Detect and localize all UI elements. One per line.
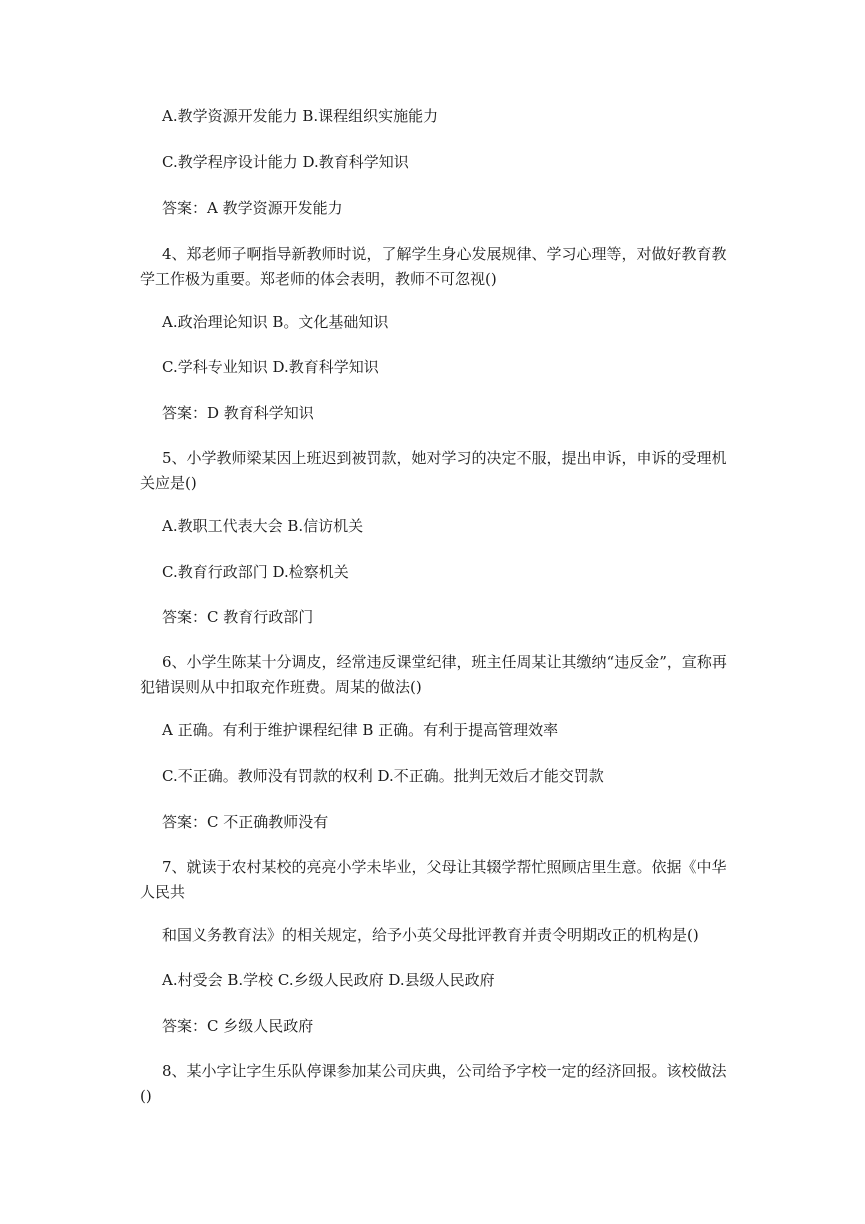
question-8: 8、某小字让字生乐队停课参加某公司庆典，公司给予字校一定的经济回报。该校做法() bbox=[140, 1062, 727, 1105]
question-4: 4、郑老师子啊指导新教师时说，了解学生身心发展规律、学习心理等，对做好教育教学工作极为重要。郑老师的体会表明，教师不可忽视() bbox=[140, 245, 727, 288]
option-line: A.政治理论知识 B。文化基础知识 bbox=[162, 313, 389, 331]
option-line: C.不正确。教师没有罚款的权利 D.不正确。批判无效后才能交罚款 bbox=[162, 767, 604, 785]
option-line: A 正确。有利于维护课程纪律 B 正确。有利于提高管理效率 bbox=[162, 721, 559, 739]
answer-line: 答案：C 不正确教师没有 bbox=[162, 813, 329, 831]
answer-line: 答案：C 教育行政部门 bbox=[162, 608, 314, 626]
answer-line: 答案：D 教育科学知识 bbox=[162, 404, 314, 422]
option-line: C.教育行政部门 D.检察机关 bbox=[162, 563, 349, 581]
option-line: A.教职工代表大会 B.信访机关 bbox=[162, 517, 364, 535]
option-line: C.学科专业知识 D.教育科学知识 bbox=[162, 358, 379, 376]
answer-line: 答案：C 乡级人民政府 bbox=[162, 1017, 314, 1035]
question-7: 7、就读于农村某校的亮亮小学未毕业，父母让其辍学帮忙照顾店里生意。依据《中华人民共 bbox=[140, 858, 727, 901]
option-line: A.教学资源开发能力 B.课程组织实施能力 bbox=[162, 107, 439, 125]
question-6: 6、小学生陈某十分调皮，经常违反课堂纪律，班主任周某让其缴纳“违反金”，宣称再犯错误则从中扣取充作班费。周某的做法() bbox=[140, 653, 727, 696]
question-7-continued: 和国义务教育法》的相关规定，给予小英父母批评教育并责令明期改正的机构是() bbox=[162, 926, 699, 944]
option-line: A.村受会 B.学校 C.乡级人民政府 D.县级人民政府 bbox=[162, 971, 495, 989]
answer-line: 答案：A 教学资源开发能力 bbox=[162, 199, 343, 217]
option-line: C.教学程序设计能力 D.教育科学知识 bbox=[162, 153, 409, 171]
question-5: 5、小学教师梁某因上班迟到被罚款，她对学习的决定不服，提出申诉，申诉的受理机关应是() bbox=[140, 449, 727, 492]
